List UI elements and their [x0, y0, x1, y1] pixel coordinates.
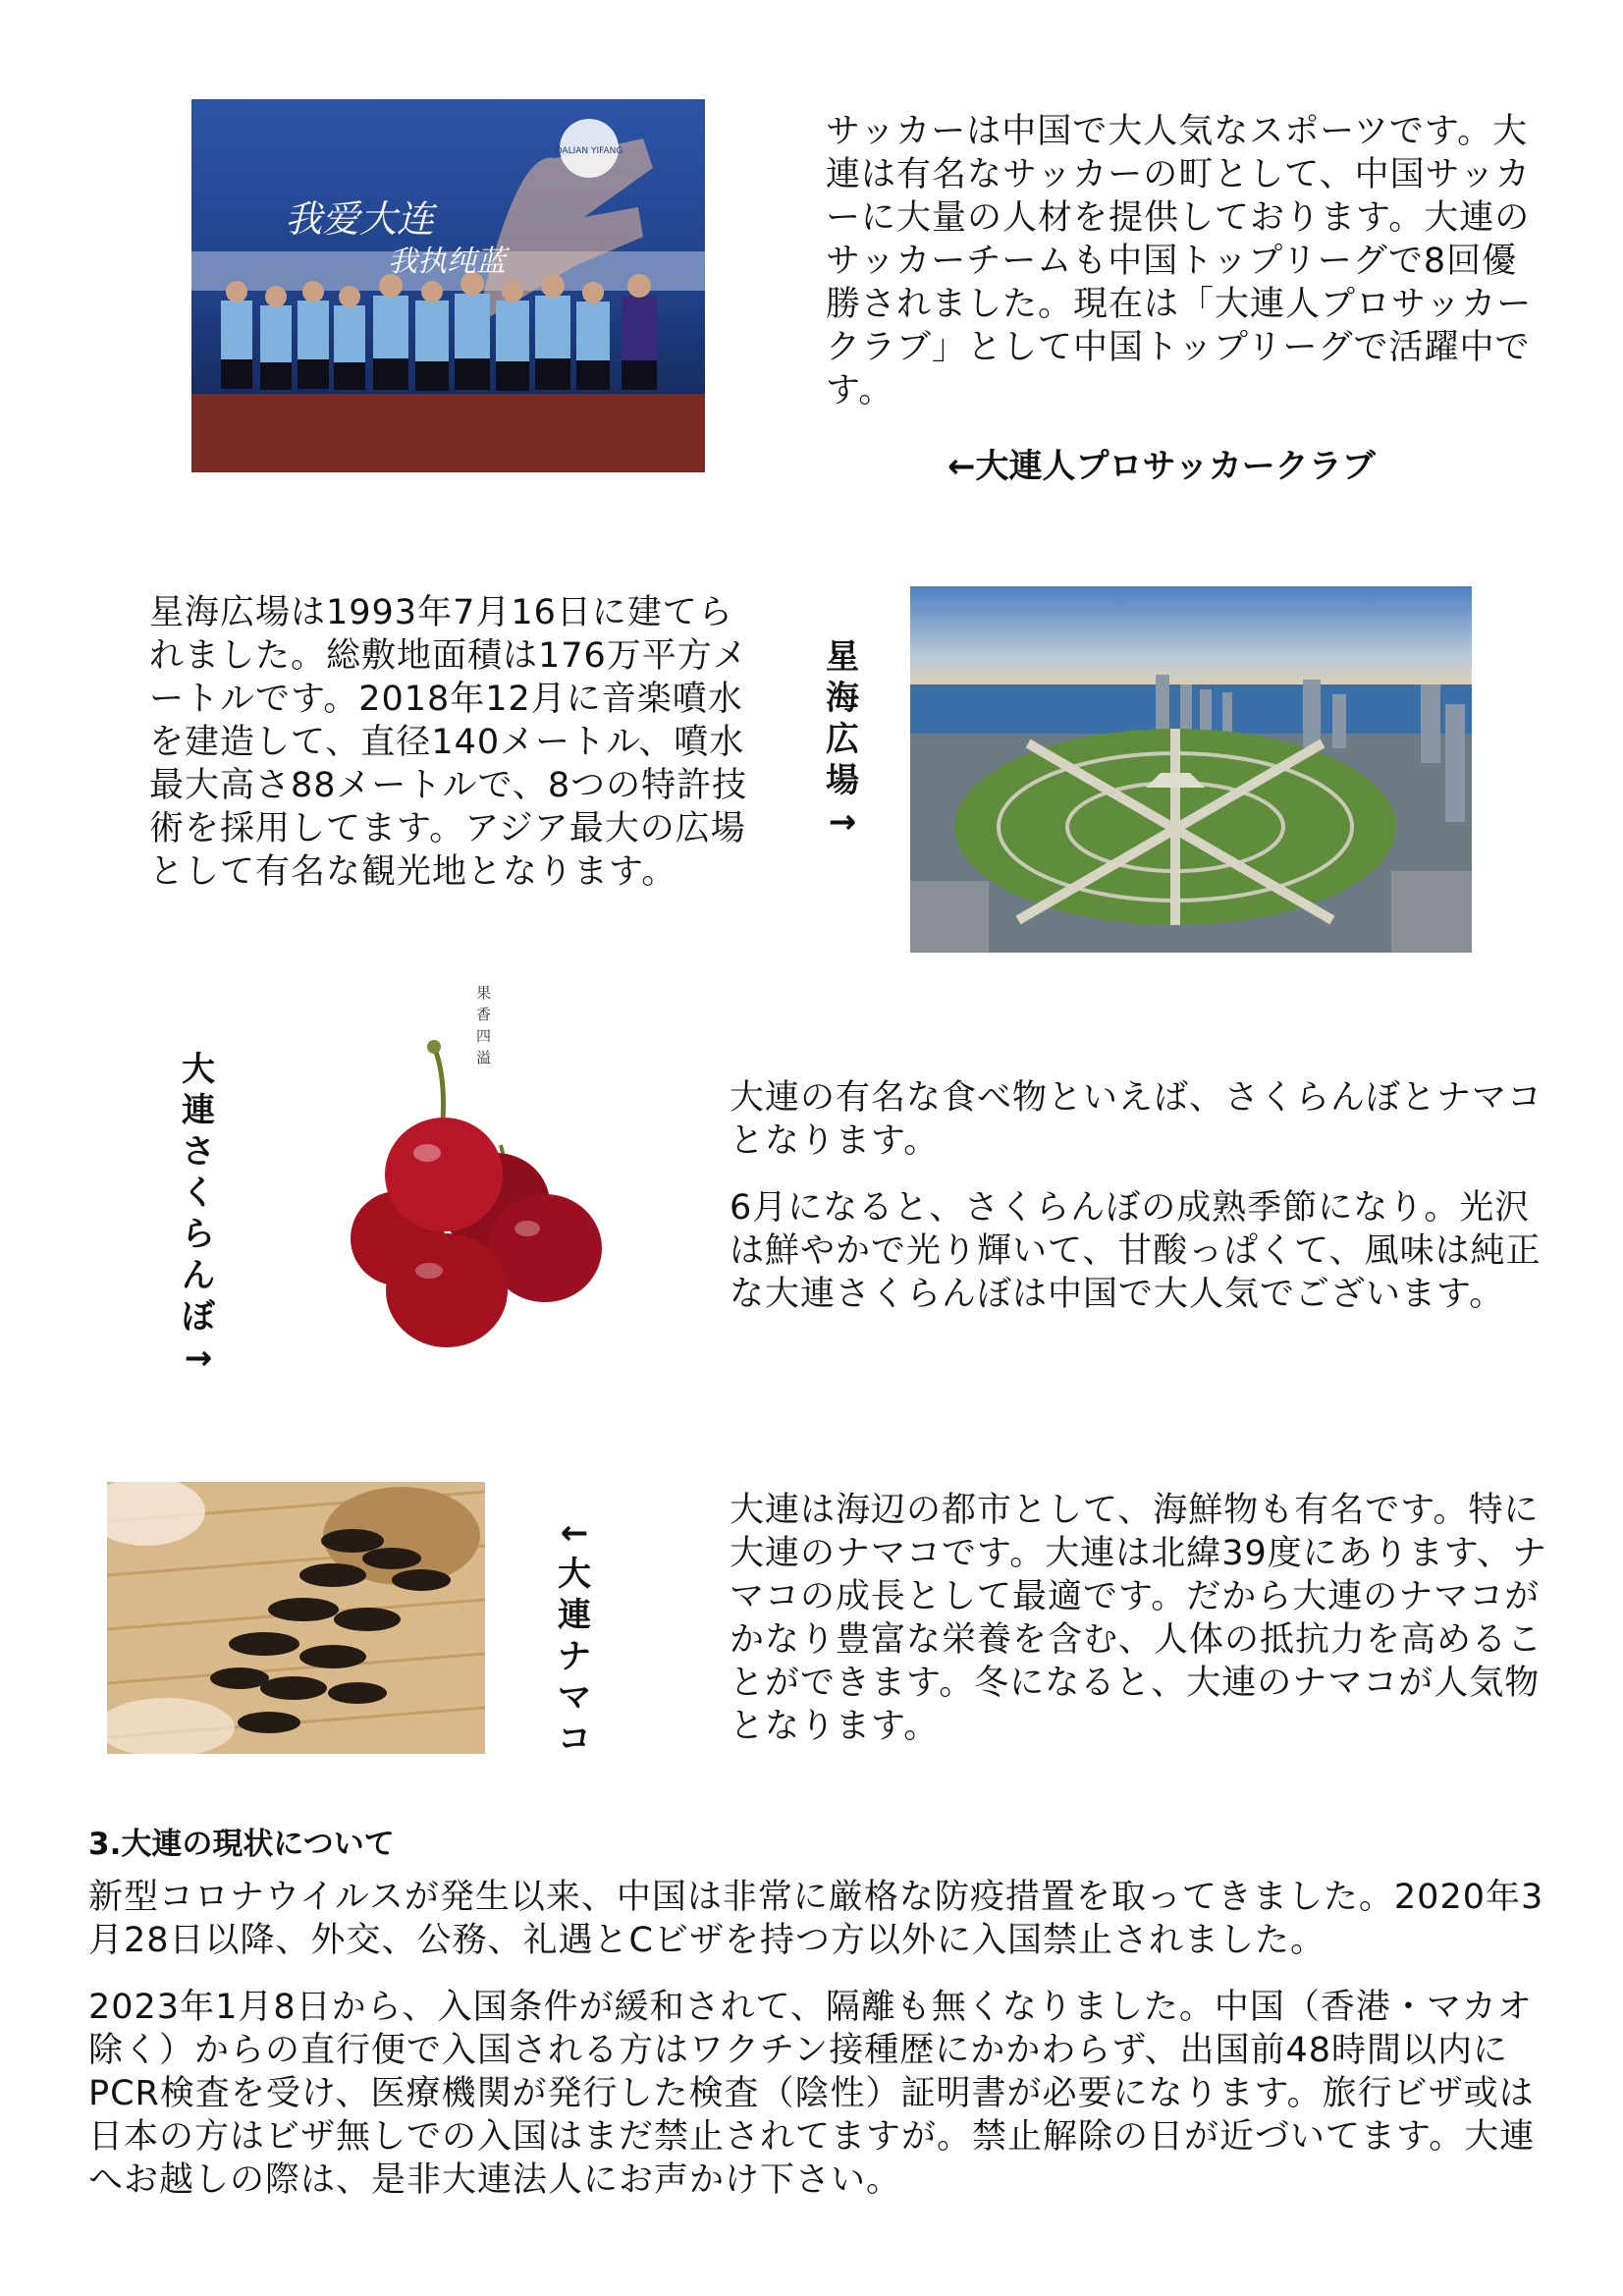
cherry-label-char: く	[182, 1174, 215, 1213]
banner-text-2: 我执纯蓝	[388, 245, 506, 279]
seacucumber-label-char: マ	[558, 1678, 591, 1718]
sea-cucumber-photo	[107, 1482, 485, 1754]
soccer-caption: ←大連人プロサッカークラブ	[947, 447, 1376, 486]
club-badge-text: DALIAN YIFANG	[555, 146, 623, 156]
cherry-label-char: さ	[182, 1132, 215, 1172]
cherry-label-char: ら	[182, 1215, 215, 1254]
seacucumber-vertical-label	[555, 1512, 594, 1760]
square-vertical-label	[823, 636, 862, 843]
cherry-label-char: 大	[182, 1050, 215, 1089]
stamp-char: 四	[476, 1027, 492, 1045]
cherry-vertical-label	[179, 1049, 218, 1379]
stamp-char: 果	[476, 984, 492, 1002]
status-paragraph-2: 2023年1月8日から、入国条件が緩和されて、隔離も無くなりました。中国（香港・マカオ除く）からの直行便で入国される方はワクチン接種歴にかかわらず、出国前48時間以内にPCR検査を受け、医療機関が発行した検査（陰性）証明書が必要になります。旅行ビザ或は日本の方はビザ無しでの入国はまだ禁止されてますが。禁止解除の日が近づいてます。大連へお越しの際は、是非大連法人にお声かけ下さい。	[88, 1988, 1536, 2200]
soccer-paragraph: サッカーは中国で大人気なスポーツです。大連は有名なサッカーの町として、中国サッカーに大量の人材を提供しております。大連のサッカーチームも中国トップリーグで8回優勝されました。現在は「大連人プロサッカークラブ」として中国トップリーグで活躍中です。	[826, 112, 1533, 410]
cherry-label-char: 連	[182, 1091, 215, 1130]
status-heading: 3.大連の現状について	[88, 1827, 395, 1862]
square-label-char: 星	[826, 637, 859, 677]
soccer-team-photo	[191, 99, 705, 472]
seacucumber-paragraph: 大連は海辺の都市として、海鮮物も有名です。特に大連のナマコです。大連は北緯39度にあります、ナマコの成長として最適です。だから大連のナマコがかなり豊富な栄養を含む、人体の抵抗力を高めることができます。冬になると、大連のナマコが人気物となります。	[730, 1491, 1547, 1746]
cherry-label-char: ぼ	[182, 1297, 215, 1337]
arrow-right-icon: →	[828, 802, 857, 842]
seacucumber-label-char: コ	[558, 1720, 591, 1759]
stamp-char: 香	[476, 1006, 492, 1023]
arrow-left-icon: ←	[560, 1513, 589, 1553]
square-paragraph: 星海広場は1993年7月16日に建てられました。総敷地面積は176万平方メートルです。2018年12月に音楽噴水を建造して、直径140メートル、噴水最大高さ88メートルで、8つの特許技術を採用してます。アジア最大の広場として有名な観光地となります。	[149, 593, 748, 892]
cherry-paragraph-1: 大連の有名な食べ物といえば、さくらんぼとナマコとなります。	[730, 1078, 1543, 1161]
seacucumber-label-char: 大	[558, 1555, 591, 1594]
cherry-label-char: ん	[182, 1256, 215, 1295]
square-label-char: 広	[826, 720, 859, 759]
arrow-right-icon: →	[184, 1339, 213, 1378]
banner-text-1: 我爱大连	[285, 197, 435, 241]
seacucumber-label-char: ナ	[558, 1637, 591, 1676]
square-label-char: 場	[826, 761, 859, 800]
status-paragraph-1: 新型コロナウイルスが発生以来、中国は非常に厳格な防疫措置を取ってきました。2020年3月28日以降、外交、公務、礼遇とCビザを持つ方以外に入国禁止されました。	[88, 1878, 1544, 1960]
stamp-char: 溢	[476, 1049, 492, 1066]
xinghai-square-photo	[910, 586, 1472, 953]
cherry-photo	[339, 978, 633, 1361]
square-label-char: 海	[826, 679, 859, 718]
cherry-paragraph-2: 6月になると、さくらんぼの成熟季節になり。光沢は鮮やかで光り輝いて、甘酸っぱくて、風味は純正な大連さくらんぼは中国で大人気でございます。	[730, 1188, 1542, 1314]
seacucumber-label-char: 連	[558, 1596, 591, 1635]
